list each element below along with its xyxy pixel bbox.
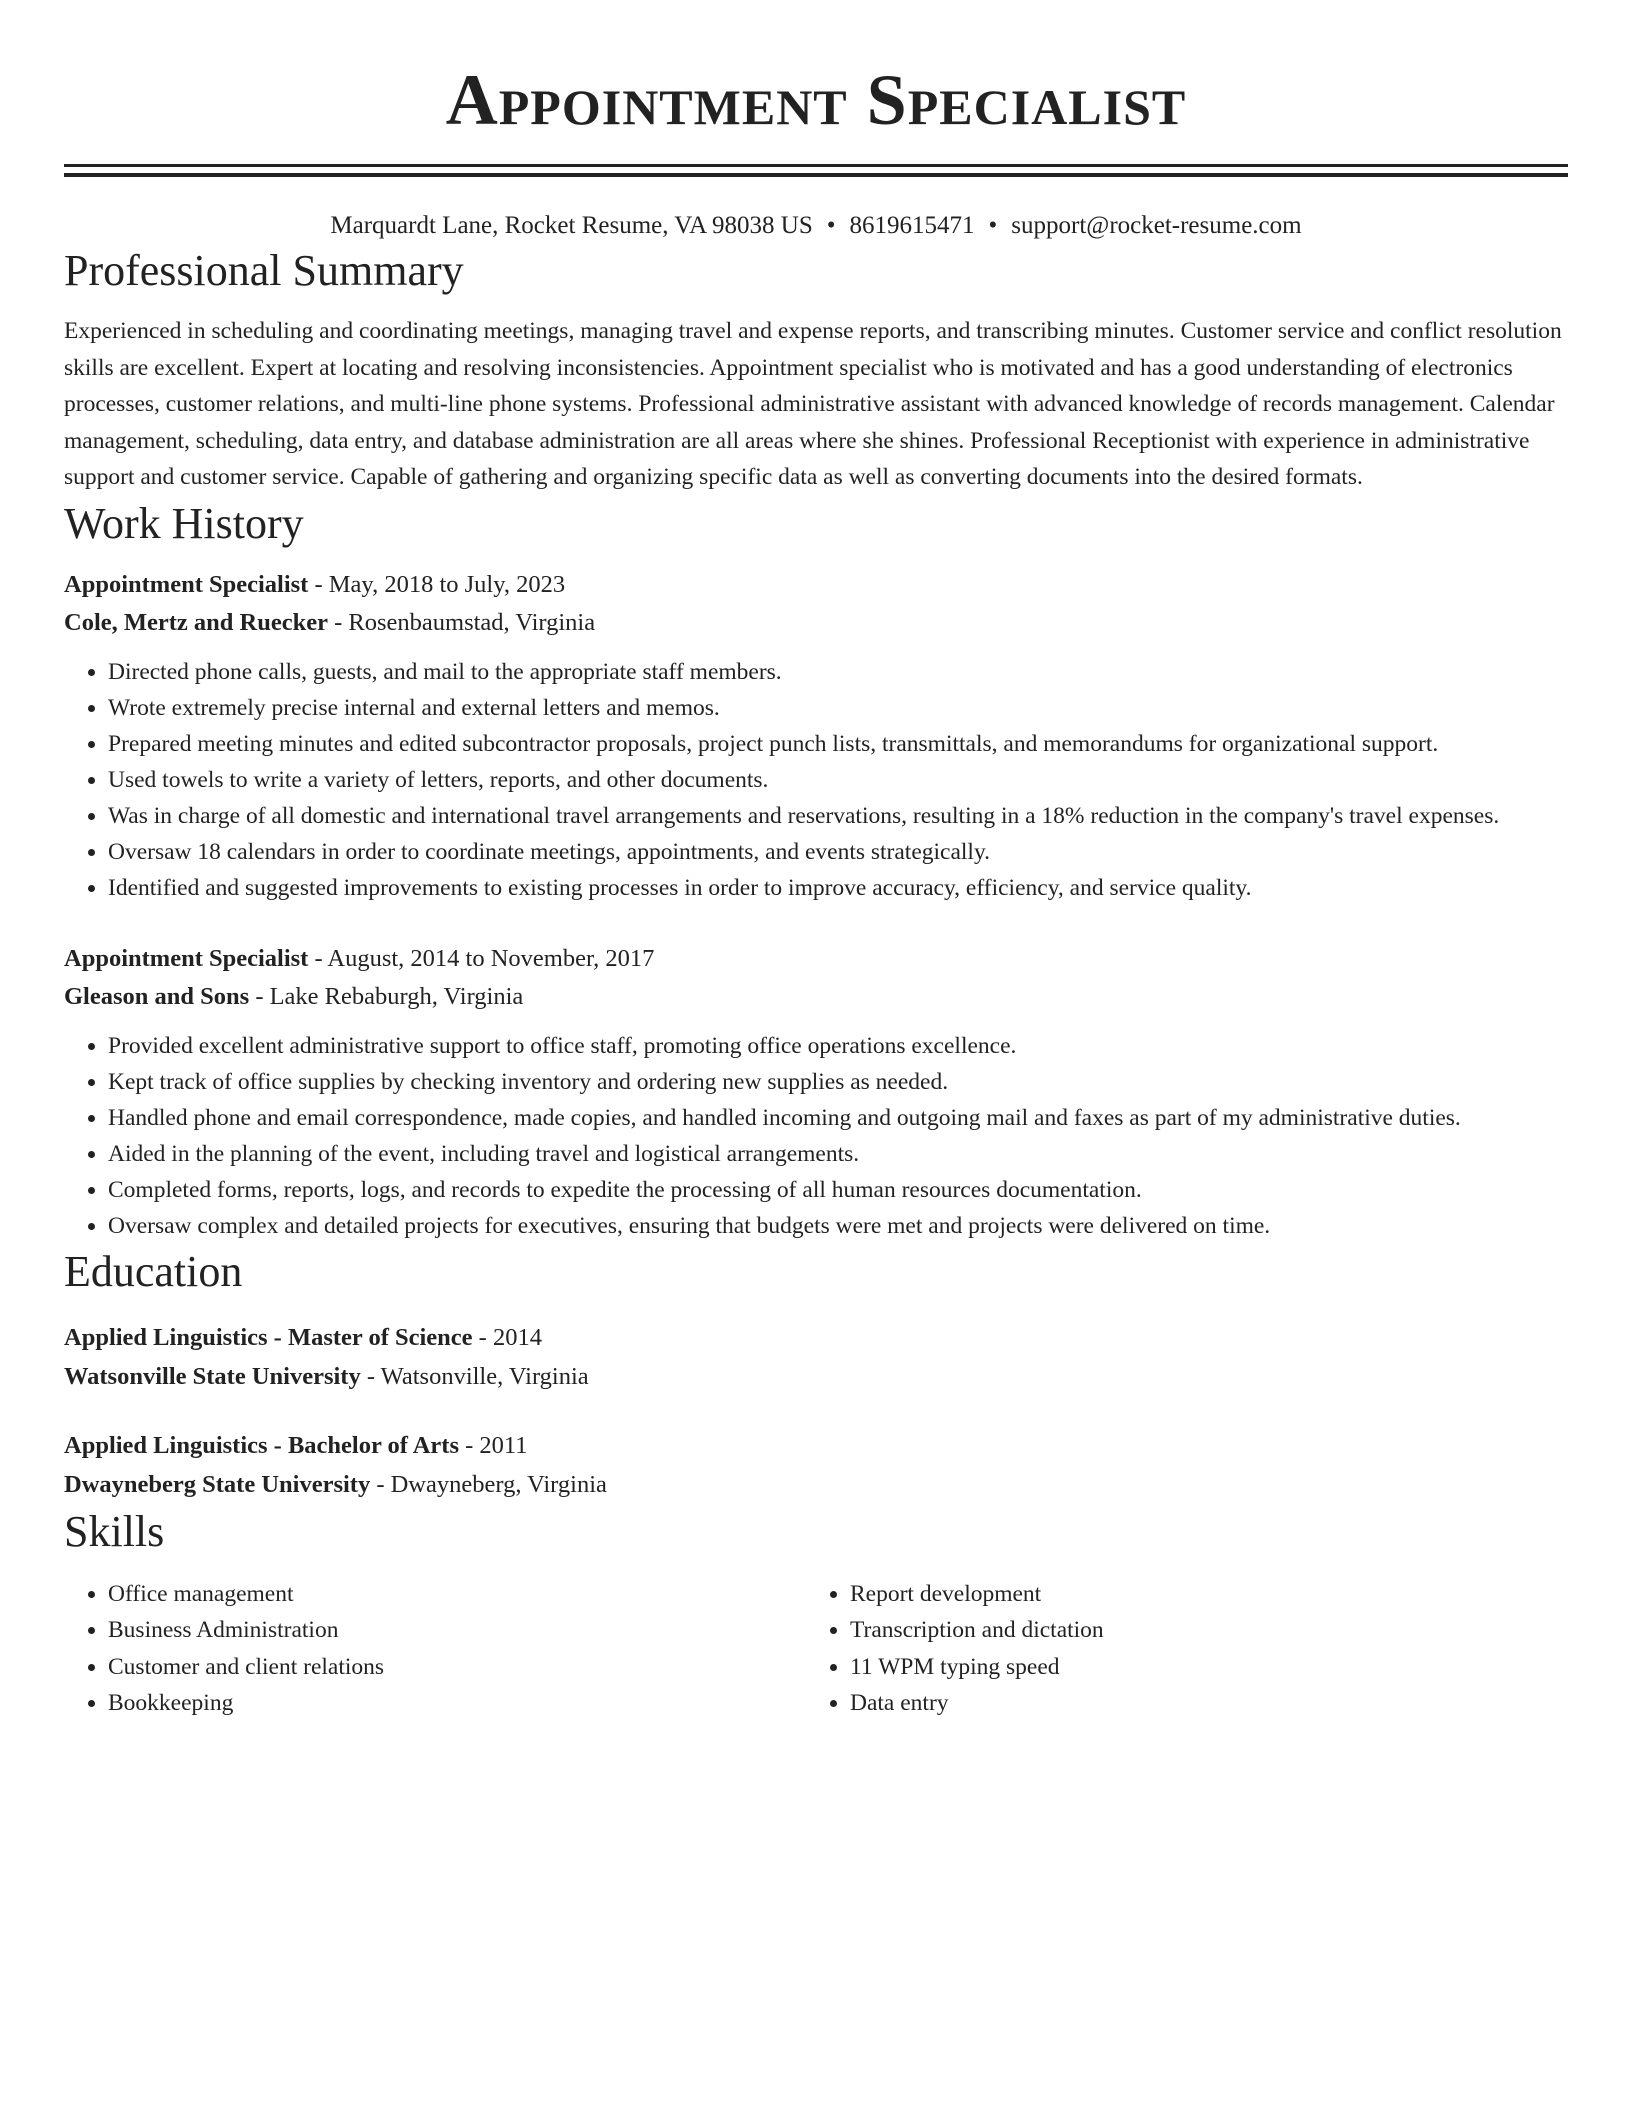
job-entry [64,940,1568,1244]
job-dates: - August, 2014 to November, 2017 [308,944,655,972]
list-item: • Oversaw 18 calendars in order to coordinate meetings, appointments, and events strategically. [108,834,1568,870]
school-location: - Dwayneberg, Virginia [370,1470,607,1498]
skills-columns [64,1576,1568,1722]
job-company-line [64,978,1568,1016]
job-title: Appointment Specialist [64,570,309,598]
list-item: • Handled phone and email correspondence, made copies, and handled incoming and outgoing mail and faxes as part of my administrative duties. [108,1100,1568,1136]
summary-text: Experienced in scheduling and coordinating meetings, managing travel and expense reports, and transcribing minutes. Customer service and conflict resolution skills are excellent. Expert at locating and resolving inconsistencies. Appointment specialist who is motivated and has a good understanding of electronics processes, customer relations, and multi-line phone systems. Professional administrative assistant with advanced knowledge of records management. Calendar management, scheduling, data entry, and database administration are all areas where she shines. Professional Receptionist with experience in administrative support and customer service. Capable of gathering and organizing specific data as well as converting documents into the desired formats. [64,318,1562,490]
list-item: • Completed forms, reports, logs, and records to expedite the processing of all human resources documentation. [108,1172,1568,1208]
contact-address: Marquardt Lane, Rocket Resume, VA 98038 US [330,212,813,239]
skill-item: • Report development [850,1576,1548,1613]
job-location: - Rosenbaumstad, Virginia [327,608,596,636]
title-divider-thin [64,164,1568,167]
contact-line [64,209,1568,243]
contact-separator: • [826,212,836,239]
skills-heading: Skills [64,1506,165,1556]
job-location: - Lake Rebaburgh, Virginia [249,982,524,1010]
degree-year: - 2011 [458,1431,528,1459]
job-entry [64,566,1568,906]
list-item: • Oversaw complex and detailed projects for executives, ensuring that budgets were met and projects were delivered on time. [108,1208,1568,1244]
job-company: Cole, Mertz and Ruecker [64,608,328,636]
skill-item: • Office management [108,1576,806,1613]
education-entry [64,1318,1568,1396]
contact-email: support@rocket-resume.com [1011,212,1302,239]
contact-separator: • [988,212,998,239]
job-bullets [64,1028,1568,1244]
skill-item: • Business Administration [108,1612,806,1649]
degree: Applied Linguistics - Master of Science [64,1323,473,1351]
list-item: • Wrote extremely precise internal and external letters and memos. [108,690,1568,726]
degree: Applied Linguistics - Bachelor of Arts [64,1431,459,1459]
list-item: • Prepared meeting minutes and edited subcontractor proposals, project punch lists, transmittals, and memorandums for organizational support. [108,726,1568,762]
summary-heading: Professional Summary [64,246,464,295]
job-bullets [64,654,1568,906]
list-item: • Directed phone calls, guests, and mail to the appropriate staff members. [108,654,1568,690]
skills-list-right [806,1576,1548,1722]
school-location: - Watsonville, Virginia [360,1362,589,1390]
school-line [64,1357,1568,1396]
skill-item: • Customer and client relations [108,1649,806,1686]
school: Dwayneberg State University [64,1470,371,1498]
list-item: • Kept track of office supplies by checking inventory and ordering new supplies as needed. [108,1064,1568,1100]
title-divider-thick [64,173,1568,177]
list-item: • Used towels to write a variety of letters, reports, and other documents. [108,762,1568,798]
contact-phone: 8619615471 [849,212,975,239]
degree-year: - 2014 [472,1323,542,1351]
degree-line [64,1318,1568,1357]
skills-list-left [64,1576,806,1722]
school: Watsonville State University [64,1362,361,1390]
job-dates: - May, 2018 to July, 2023 [308,570,566,598]
education-entry [64,1426,1568,1504]
education-heading: Education [64,1246,243,1296]
skill-item: • Data entry [850,1685,1548,1722]
list-item: • Provided excellent administrative support to office staff, promoting office operations excellence. [108,1028,1568,1064]
job-title: Appointment Specialist [64,944,309,972]
job-company-line [64,604,1568,642]
skill-item: • Transcription and dictation [850,1612,1548,1649]
list-item: • Was in charge of all domestic and international travel arrangements and reservations, resulting in a 18% reduction in the company's travel expenses. [108,798,1568,834]
job-company: Gleason and Sons [64,982,250,1010]
skill-item: • Bookkeeping [108,1685,806,1722]
school-line [64,1465,1568,1504]
job-title-line [64,566,1568,604]
job-title-line [64,940,1568,978]
degree-line [64,1426,1568,1465]
skill-item: • 11 WPM typing speed [850,1649,1548,1686]
resume-title: Appointment Specialist [445,60,1187,140]
list-item: • Identified and suggested improvements to existing processes in order to improve accuracy, efficiency, and service quality. [108,870,1568,906]
list-item: • Aided in the planning of the event, including travel and logistical arrangements. [108,1136,1568,1172]
work-history-heading: Work History [64,498,304,548]
